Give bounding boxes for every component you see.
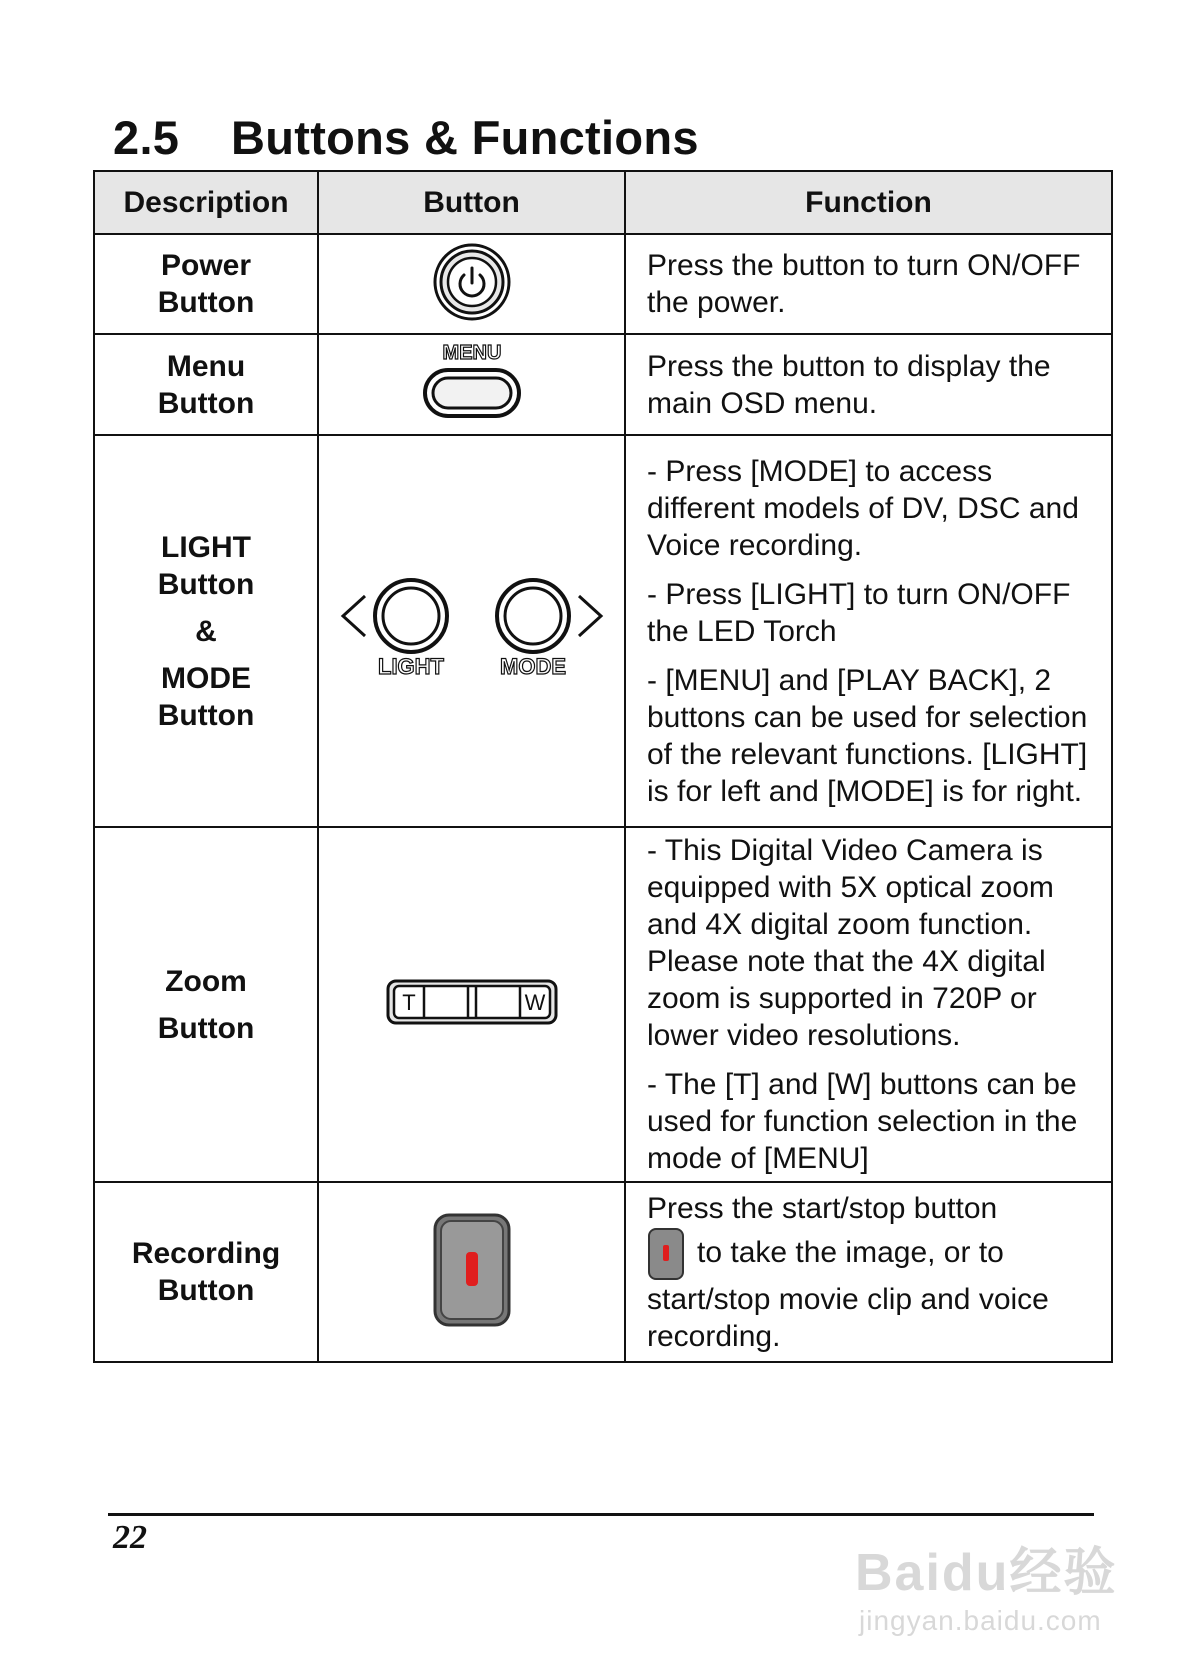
mode-label: MODE <box>499 653 566 679</box>
description-cell: Power Button <box>94 234 318 334</box>
section-number: 2.5 <box>113 111 180 164</box>
description-cell: Recording Button <box>94 1182 318 1362</box>
header-button: Button <box>318 171 625 234</box>
table-row <box>94 234 1112 334</box>
function-cell: Press the button to display the main OSD menu. <box>625 334 1112 435</box>
record-inline-icon <box>647 1227 685 1281</box>
function-cell: - This Digital Video Camera is equipped with 5X optical zoom and 4X digital zoom function. Please note that the 4X digital zoom is supported in 720P or lower video resolutions. - The [T] and [W] buttons can be used for function selection in the mode of [MENU] <box>625 827 1112 1182</box>
description-cell: Zoom Button <box>94 827 318 1182</box>
button-cell <box>318 334 625 435</box>
baidu-watermark <box>855 1530 1117 1637</box>
description-cell: Menu Button <box>94 334 318 435</box>
record-button-icon <box>432 1212 512 1328</box>
function-cell: Press the button to turn ON/OFF the power. <box>625 234 1112 334</box>
button-cell <box>318 1182 625 1362</box>
table-row <box>94 827 1112 1182</box>
zoom-t-label: T <box>401 990 416 1015</box>
menu-button-icon <box>417 337 527 427</box>
function-cell: Press the start/stop button to take the image, or to start/stop movie clip and voice recording. <box>625 1182 1112 1362</box>
watermark-site: jingyan.baidu.com <box>859 1605 1102 1636</box>
left-arrow-icon <box>343 596 365 636</box>
header-description: Description <box>94 171 318 234</box>
section-heading: Buttons & Functions <box>231 111 699 164</box>
header-function: Function <box>625 171 1112 234</box>
light-mode-buttons-icon <box>337 574 607 684</box>
light-label: LIGHT <box>377 653 444 679</box>
menu-label: MENU <box>442 342 501 364</box>
zoom-w-label: W <box>524 990 545 1015</box>
power-icon <box>432 242 512 322</box>
function-cell: - Press [MODE] to access different models of DV, DSC and Voice recording. - Press [LIGHT] to turn ON/OFF the LED Torch - [MENU] and [PLAY BACK], 2 buttons can be used for selection of the relevant functions. [LIGHT] is for left and [MODE] is for right. <box>625 435 1112 827</box>
table-header-row <box>94 171 1112 234</box>
table-row <box>94 1182 1112 1362</box>
button-cell <box>318 827 625 1182</box>
table-row <box>94 435 1112 827</box>
page-number: 22 <box>113 1519 147 1556</box>
zoom-rocker-icon <box>386 977 558 1027</box>
right-arrow-icon <box>579 596 601 636</box>
description-cell: LIGHT Button & MODE Button <box>94 435 318 827</box>
table-row <box>94 334 1112 435</box>
button-cell <box>318 435 625 827</box>
buttons-functions-table <box>93 170 1113 1363</box>
section-title <box>113 110 699 165</box>
button-cell <box>318 234 625 334</box>
watermark-brand: Baidu经验 <box>855 1544 1118 1602</box>
footer-rule <box>108 1513 1094 1516</box>
